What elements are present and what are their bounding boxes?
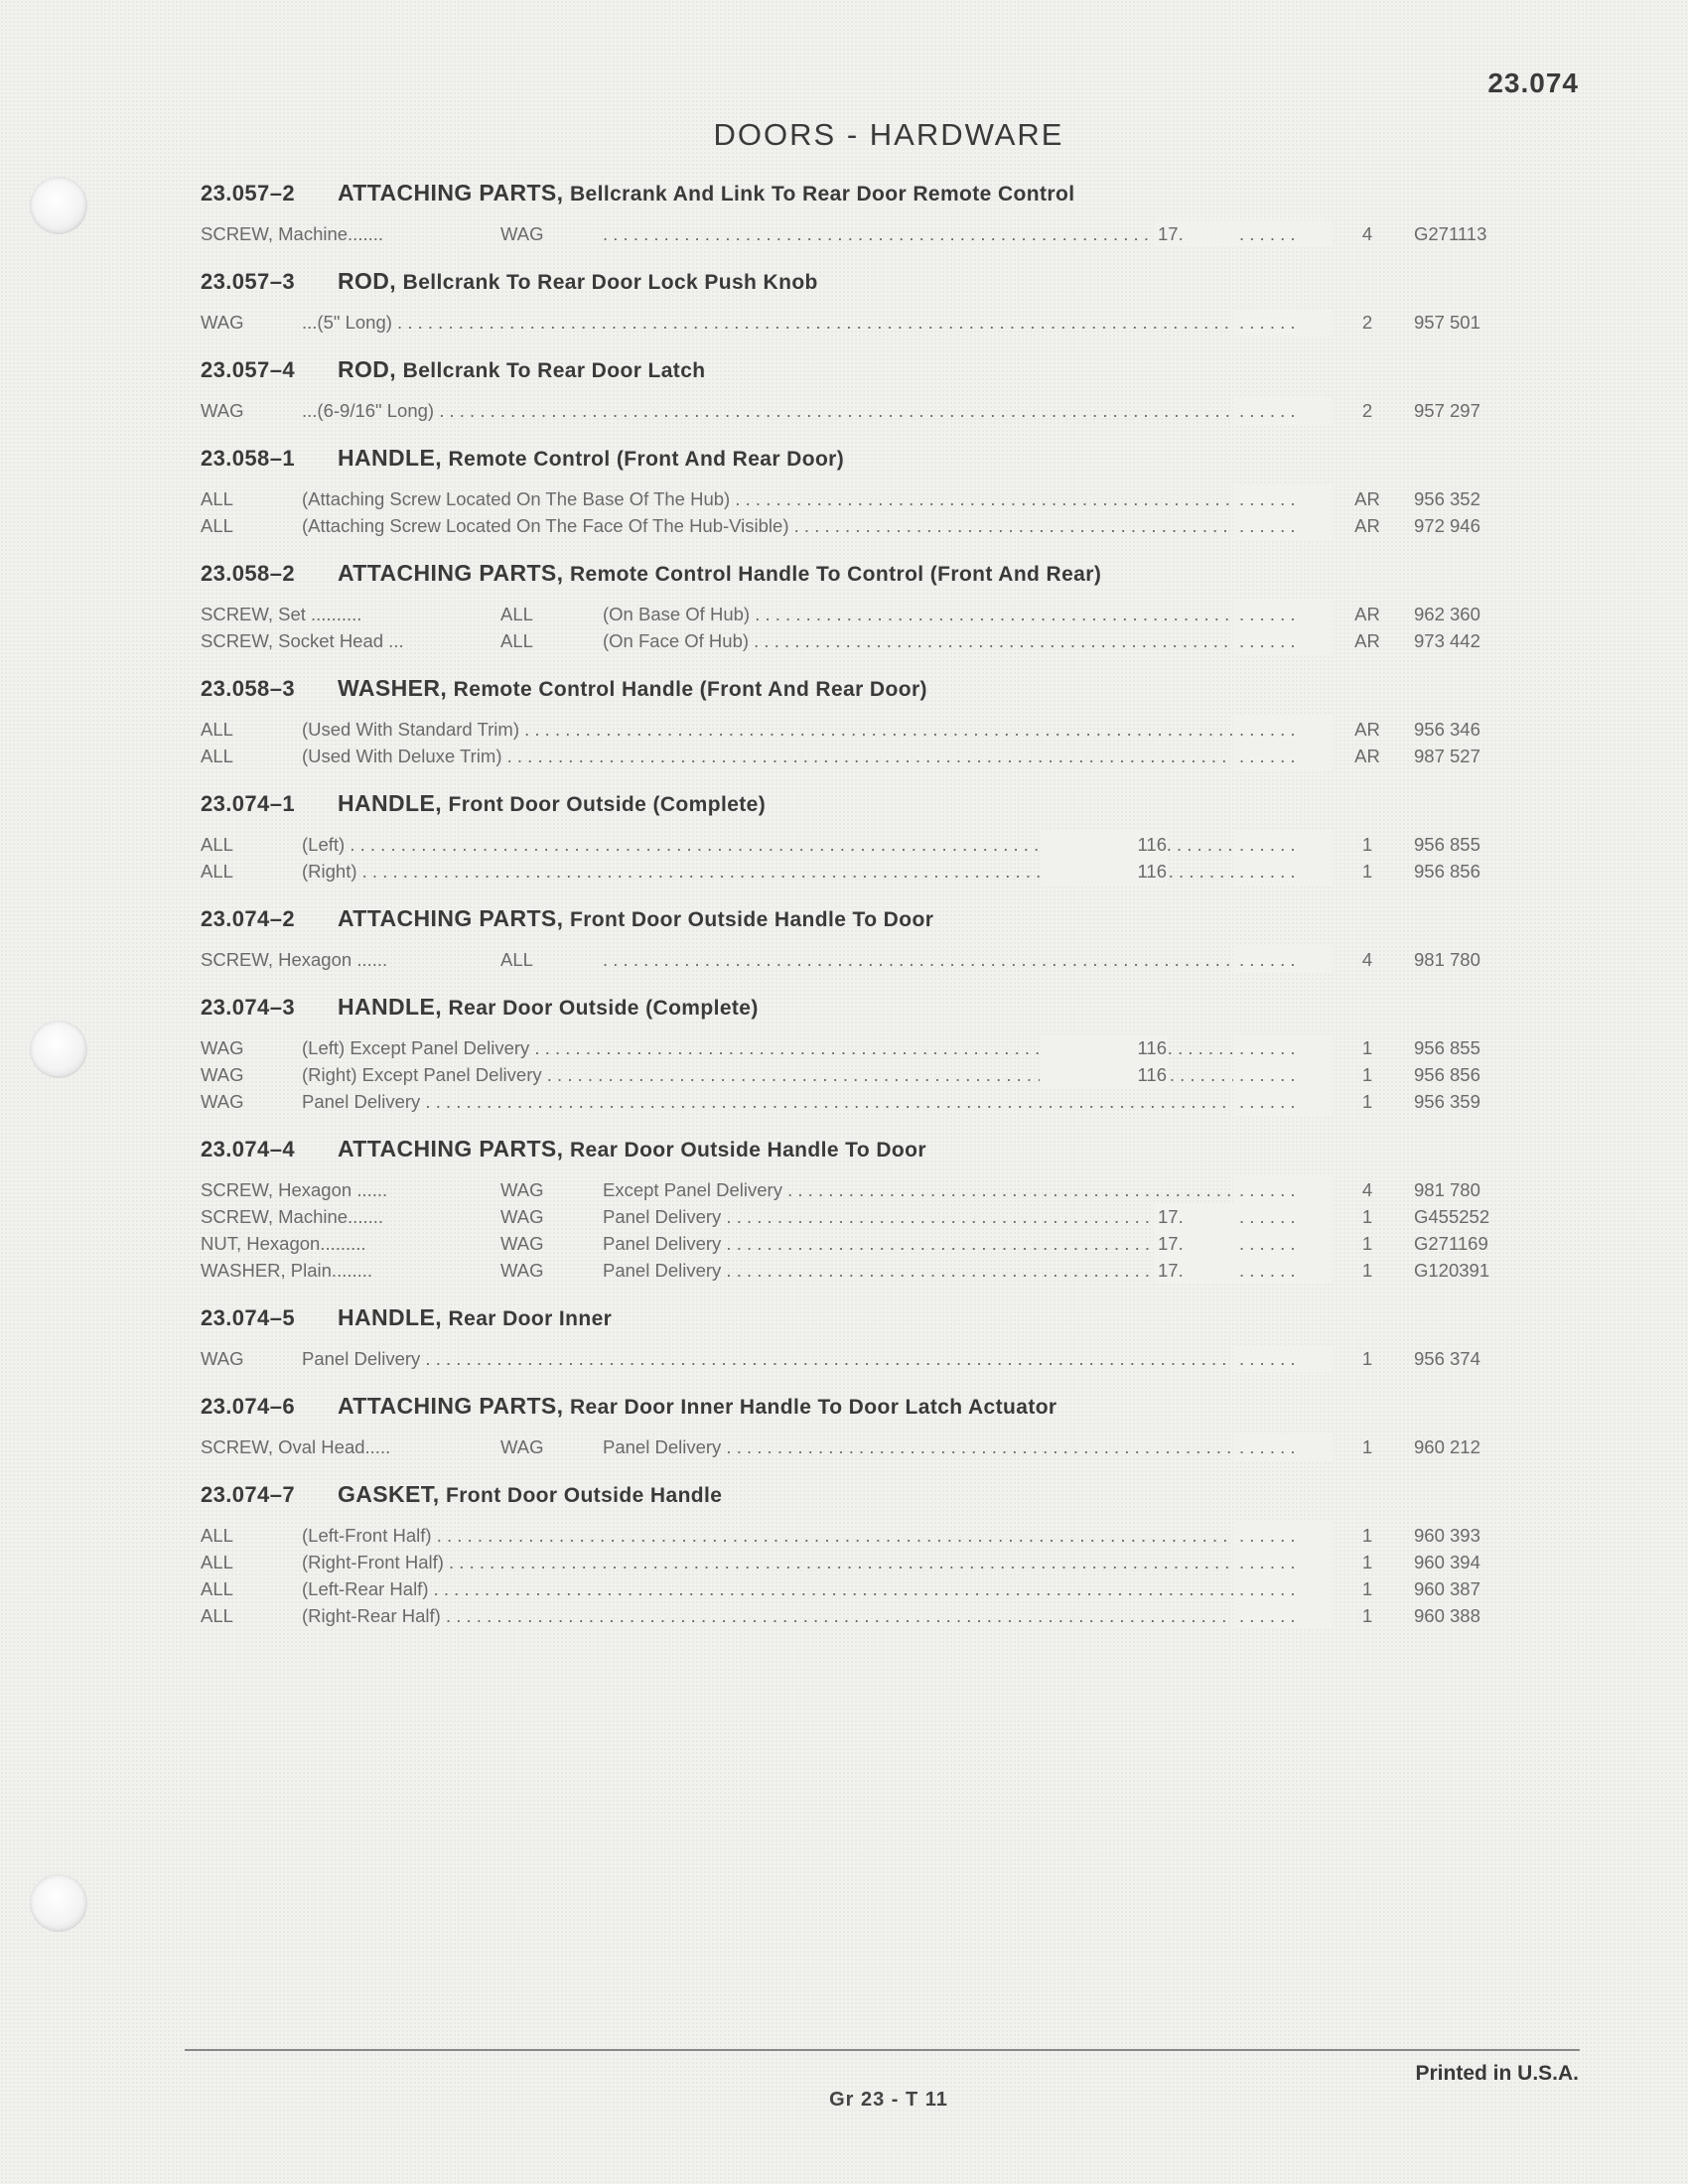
part-model: ALL bbox=[500, 630, 533, 651]
section-part-name: GASKET, bbox=[338, 1481, 440, 1507]
parts-section bbox=[201, 1390, 1541, 1460]
leader-dots bbox=[1233, 1088, 1333, 1115]
part-note: (Right-Rear Half) . . . bbox=[302, 1602, 1295, 1629]
page-title: DOORS - HARDWARE bbox=[713, 117, 1064, 152]
part-quantity: 1 bbox=[1361, 1605, 1373, 1626]
part-model: WAG bbox=[500, 223, 544, 244]
part-note: (Left) . . . bbox=[302, 831, 1295, 858]
part-note: (On Face Of Hub) . . . bbox=[603, 627, 1295, 654]
part-model: WAG bbox=[500, 1206, 544, 1227]
part-note: Panel Delivery . . . bbox=[603, 1203, 1295, 1230]
parts-list bbox=[201, 177, 1541, 1647]
parts-section bbox=[201, 265, 1541, 336]
part-row bbox=[201, 1522, 1541, 1549]
part-quantity: 1 bbox=[1361, 1578, 1373, 1599]
section-heading bbox=[201, 902, 1541, 934]
part-row bbox=[201, 309, 1541, 336]
part-row bbox=[201, 512, 1541, 539]
part-row bbox=[201, 743, 1541, 769]
section-description: Front Door Outside Handle To Door bbox=[569, 908, 934, 931]
part-number: 957 501 bbox=[1414, 312, 1480, 333]
part-number: G120391 bbox=[1414, 1260, 1490, 1281]
part-number: 956 374 bbox=[1414, 1348, 1480, 1369]
part-note: Panel Delivery . . . bbox=[603, 1230, 1295, 1257]
section-part-name: HANDLE, bbox=[338, 994, 443, 1020]
leader-dots bbox=[1233, 1549, 1333, 1575]
part-row bbox=[201, 1575, 1541, 1602]
section-description: Front Door Outside (Complete) bbox=[448, 793, 767, 816]
part-item: WAG bbox=[201, 312, 244, 333]
leader-dots bbox=[1233, 1522, 1333, 1549]
part-item: WAG bbox=[201, 400, 244, 421]
part-quantity: AR bbox=[1354, 630, 1380, 651]
part-group: 17. bbox=[1154, 1257, 1237, 1284]
section-description: Rear Door Inner Handle To Door Latch Actuator bbox=[569, 1396, 1057, 1419]
section-part-name: ATTACHING PARTS, bbox=[338, 560, 564, 586]
part-model: ALL bbox=[500, 604, 533, 624]
part-note: (Left) Except Panel Delivery . . . bbox=[302, 1034, 1295, 1061]
leader-dots bbox=[1233, 1176, 1333, 1203]
part-item: ALL bbox=[201, 1552, 233, 1572]
section-description: Remote Control Handle To Control (Front And Rear) bbox=[569, 563, 1102, 586]
part-reference: 116 bbox=[1040, 1034, 1167, 1061]
part-row bbox=[201, 858, 1541, 885]
part-group: 17. bbox=[1154, 220, 1237, 247]
part-row bbox=[201, 397, 1541, 424]
part-item: NUT, Hexagon......... bbox=[201, 1233, 366, 1254]
part-quantity: 4 bbox=[1361, 1179, 1373, 1200]
section-part-name: ROD, bbox=[338, 356, 397, 382]
part-note: (Used With Standard Trim) . . . bbox=[302, 716, 1295, 743]
part-row bbox=[201, 1257, 1541, 1284]
part-quantity: AR bbox=[1354, 515, 1380, 536]
leader-dots bbox=[1233, 220, 1333, 247]
part-quantity: 4 bbox=[1361, 949, 1373, 970]
printed-in-usa: Printed in U.S.A. bbox=[1415, 2062, 1579, 2085]
leader-dots bbox=[1233, 946, 1333, 973]
leader-dots bbox=[1233, 858, 1333, 885]
section-description: Remote Control Handle (Front And Rear Door) bbox=[453, 678, 927, 701]
part-note: Except Panel Delivery . . . bbox=[603, 1176, 1295, 1203]
part-item: WAG bbox=[201, 1064, 244, 1085]
page-number: 23.074 bbox=[1487, 68, 1579, 98]
part-number: G455252 bbox=[1414, 1206, 1490, 1227]
part-item: SCREW, Machine....... bbox=[201, 1206, 384, 1227]
section-heading bbox=[201, 557, 1541, 589]
section-description: Bellcrank And Link To Rear Door Remote Control bbox=[569, 183, 1075, 205]
part-quantity: 2 bbox=[1361, 400, 1373, 421]
part-number: 956 856 bbox=[1414, 1064, 1480, 1085]
part-note: (Right-Front Half) . . . bbox=[302, 1549, 1295, 1575]
leader-dots bbox=[1233, 1034, 1333, 1061]
parts-section bbox=[201, 1478, 1541, 1629]
part-item: ALL bbox=[201, 1525, 233, 1546]
section-heading bbox=[201, 1478, 1541, 1510]
leader-dots bbox=[1233, 743, 1333, 769]
part-quantity: 1 bbox=[1361, 834, 1373, 855]
part-row bbox=[201, 1345, 1541, 1372]
part-row bbox=[201, 946, 1541, 973]
part-row bbox=[201, 1088, 1541, 1115]
part-group: 17. bbox=[1154, 1203, 1237, 1230]
part-number: 956 855 bbox=[1414, 1037, 1480, 1058]
section-number: 23.074–5 bbox=[201, 1305, 295, 1330]
part-note: Panel Delivery . . . bbox=[603, 1433, 1295, 1460]
part-quantity: 4 bbox=[1361, 223, 1373, 244]
part-note: (Used With Deluxe Trim) . . . bbox=[302, 743, 1295, 769]
part-number: G271169 bbox=[1414, 1233, 1488, 1254]
leader-dots bbox=[1233, 716, 1333, 743]
part-note: Panel Delivery . . . bbox=[603, 1257, 1295, 1284]
part-note: (Left-Rear Half) . . . bbox=[302, 1575, 1295, 1602]
part-note: Panel Delivery . . . bbox=[302, 1088, 1295, 1115]
part-row bbox=[201, 1034, 1541, 1061]
section-heading bbox=[201, 1301, 1541, 1333]
part-quantity: 1 bbox=[1361, 1064, 1373, 1085]
part-item: SCREW, Socket Head ... bbox=[201, 630, 404, 651]
part-quantity: 1 bbox=[1361, 1348, 1373, 1369]
parts-section bbox=[201, 991, 1541, 1115]
part-quantity: 1 bbox=[1361, 1233, 1373, 1254]
part-note: (Attaching Screw Located On The Base Of The Hub) . . . bbox=[302, 485, 1295, 512]
part-quantity: 1 bbox=[1361, 1436, 1373, 1457]
part-number: 981 780 bbox=[1414, 949, 1480, 970]
part-number: 960 393 bbox=[1414, 1525, 1480, 1546]
part-row bbox=[201, 1061, 1541, 1088]
part-item: WAG bbox=[201, 1348, 244, 1369]
parts-section bbox=[201, 442, 1541, 539]
parts-section bbox=[201, 787, 1541, 885]
part-note: ...(6-9/16" Long) . . . bbox=[302, 397, 1295, 424]
leader-dots bbox=[1233, 309, 1333, 336]
part-item: ALL bbox=[201, 746, 233, 766]
part-row bbox=[201, 716, 1541, 743]
section-number: 23.057–2 bbox=[201, 181, 295, 205]
section-part-name: HANDLE, bbox=[338, 790, 443, 816]
part-quantity: 1 bbox=[1361, 1037, 1373, 1058]
part-row bbox=[201, 1433, 1541, 1460]
part-item: SCREW, Set .......... bbox=[201, 604, 362, 624]
part-number: 981 780 bbox=[1414, 1179, 1480, 1200]
section-heading bbox=[201, 672, 1541, 704]
part-note: (Right) Except Panel Delivery . . . bbox=[302, 1061, 1295, 1088]
section-part-name: ATTACHING PARTS, bbox=[338, 180, 564, 205]
part-reference: 116 bbox=[1040, 858, 1167, 885]
part-number: 972 946 bbox=[1414, 515, 1480, 536]
part-reference: 116 bbox=[1040, 1061, 1167, 1088]
part-number: 960 387 bbox=[1414, 1578, 1480, 1599]
parts-section bbox=[201, 177, 1541, 247]
part-item: ALL bbox=[201, 1578, 233, 1599]
section-part-name: WASHER, bbox=[338, 675, 448, 701]
part-quantity: AR bbox=[1354, 488, 1380, 509]
part-note: Panel Delivery . . . bbox=[302, 1345, 1295, 1372]
leader-dots bbox=[1233, 1575, 1333, 1602]
part-reference: 116 bbox=[1040, 831, 1167, 858]
part-note: (On Base Of Hub) . . . bbox=[603, 601, 1295, 627]
part-item: ALL bbox=[201, 861, 233, 882]
section-heading bbox=[201, 353, 1541, 385]
parts-section bbox=[201, 902, 1541, 973]
section-part-name: HANDLE, bbox=[338, 1304, 443, 1330]
part-model: WAG bbox=[500, 1233, 544, 1254]
part-row bbox=[201, 831, 1541, 858]
leader-dots bbox=[1233, 831, 1333, 858]
section-number: 23.074–6 bbox=[201, 1394, 295, 1419]
part-item: ALL bbox=[201, 488, 233, 509]
section-heading bbox=[201, 442, 1541, 474]
punch-hole-bottom bbox=[30, 1874, 87, 1932]
section-part-name: ROD, bbox=[338, 268, 397, 294]
section-description: Remote Control (Front And Rear Door) bbox=[448, 448, 845, 471]
part-note: ...(5" Long) . . . bbox=[302, 309, 1295, 336]
part-quantity: 2 bbox=[1361, 312, 1373, 333]
parts-section bbox=[201, 672, 1541, 769]
part-item: ALL bbox=[201, 719, 233, 740]
part-quantity: 1 bbox=[1361, 1206, 1373, 1227]
parts-section bbox=[201, 353, 1541, 424]
punch-hole-middle bbox=[30, 1021, 87, 1078]
part-item: ALL bbox=[201, 834, 233, 855]
part-note bbox=[603, 946, 1295, 973]
part-model: WAG bbox=[500, 1260, 544, 1281]
section-heading bbox=[201, 265, 1541, 297]
part-number: 960 394 bbox=[1414, 1552, 1480, 1572]
part-item: SCREW, Machine....... bbox=[201, 223, 384, 244]
leader-dots bbox=[1233, 601, 1333, 627]
part-quantity: AR bbox=[1354, 719, 1380, 740]
part-model: WAG bbox=[500, 1436, 544, 1457]
part-item: SCREW, Hexagon ...... bbox=[201, 949, 388, 970]
part-number: 956 352 bbox=[1414, 488, 1480, 509]
section-part-name: ATTACHING PARTS, bbox=[338, 1136, 564, 1161]
section-description: Rear Door Outside Handle To Door bbox=[569, 1139, 926, 1161]
footer-reference: Gr 23 - T 11 bbox=[829, 2089, 948, 2111]
part-group: 17. bbox=[1154, 1230, 1237, 1257]
part-item: WAG bbox=[201, 1091, 244, 1112]
part-number: 956 856 bbox=[1414, 861, 1480, 882]
section-part-name: ATTACHING PARTS, bbox=[338, 1393, 564, 1419]
part-row bbox=[201, 1176, 1541, 1203]
part-row bbox=[201, 1549, 1541, 1575]
parts-section bbox=[201, 557, 1541, 654]
section-number: 23.074–7 bbox=[201, 1482, 295, 1507]
part-row bbox=[201, 627, 1541, 654]
section-number: 23.058–1 bbox=[201, 446, 295, 471]
section-number: 23.057–3 bbox=[201, 269, 295, 294]
section-description: Bellcrank To Rear Door Latch bbox=[402, 359, 706, 382]
section-description: Front Door Outside Handle bbox=[446, 1484, 723, 1507]
part-row bbox=[201, 1203, 1541, 1230]
part-number: 956 346 bbox=[1414, 719, 1480, 740]
part-number: 960 212 bbox=[1414, 1436, 1480, 1457]
section-part-name: ATTACHING PARTS, bbox=[338, 905, 564, 931]
section-heading bbox=[201, 991, 1541, 1023]
leader-dots bbox=[1233, 1061, 1333, 1088]
section-part-name: HANDLE, bbox=[338, 445, 443, 471]
section-description: Rear Door Inner bbox=[448, 1307, 613, 1330]
section-description: Rear Door Outside (Complete) bbox=[448, 997, 759, 1020]
section-number: 23.058–3 bbox=[201, 676, 295, 701]
part-item: ALL bbox=[201, 1605, 233, 1626]
leader-dots bbox=[1233, 1345, 1333, 1372]
part-note: (Attaching Screw Located On The Face Of The Hub-Visible) . . . bbox=[302, 512, 1295, 539]
part-row bbox=[201, 485, 1541, 512]
part-quantity: 1 bbox=[1361, 1525, 1373, 1546]
leader-dots bbox=[1233, 1257, 1333, 1284]
section-number: 23.058–2 bbox=[201, 561, 295, 586]
punch-hole-top bbox=[30, 177, 87, 234]
part-item: WASHER, Plain........ bbox=[201, 1260, 373, 1281]
part-quantity: 1 bbox=[1361, 1260, 1373, 1281]
part-row bbox=[201, 220, 1541, 247]
section-number: 23.074–2 bbox=[201, 906, 295, 931]
parts-section bbox=[201, 1133, 1541, 1284]
parts-section bbox=[201, 1301, 1541, 1372]
part-quantity: 1 bbox=[1361, 1552, 1373, 1572]
part-note: (Right) . . . bbox=[302, 858, 1295, 885]
footer-rule bbox=[185, 2049, 1580, 2051]
part-item: ALL bbox=[201, 515, 233, 536]
part-number: 956 855 bbox=[1414, 834, 1480, 855]
leader-dots bbox=[1233, 1602, 1333, 1629]
part-number: G271113 bbox=[1414, 223, 1487, 244]
part-item: SCREW, Hexagon ...... bbox=[201, 1179, 388, 1200]
section-heading bbox=[201, 1133, 1541, 1164]
leader-dots bbox=[1233, 485, 1333, 512]
part-row bbox=[201, 601, 1541, 627]
leader-dots bbox=[1233, 627, 1333, 654]
part-number: 973 442 bbox=[1414, 630, 1480, 651]
part-number: 960 388 bbox=[1414, 1605, 1480, 1626]
part-item: WAG bbox=[201, 1037, 244, 1058]
part-model: ALL bbox=[500, 949, 533, 970]
part-quantity: AR bbox=[1354, 604, 1380, 624]
leader-dots bbox=[1233, 512, 1333, 539]
part-number: 956 359 bbox=[1414, 1091, 1480, 1112]
section-heading bbox=[201, 1390, 1541, 1422]
part-model: WAG bbox=[500, 1179, 544, 1200]
part-note: (Left-Front Half) . . . bbox=[302, 1522, 1295, 1549]
part-quantity: AR bbox=[1354, 746, 1380, 766]
leader-dots bbox=[1233, 397, 1333, 424]
part-quantity: 1 bbox=[1361, 1091, 1373, 1112]
part-number: 962 360 bbox=[1414, 604, 1480, 624]
section-description: Bellcrank To Rear Door Lock Push Knob bbox=[402, 271, 818, 294]
section-number: 23.074–3 bbox=[201, 995, 295, 1020]
section-number: 23.057–4 bbox=[201, 357, 295, 382]
part-row bbox=[201, 1230, 1541, 1257]
leader-dots bbox=[1233, 1203, 1333, 1230]
section-heading bbox=[201, 177, 1541, 208]
part-item: SCREW, Oval Head..... bbox=[201, 1436, 391, 1457]
section-heading bbox=[201, 787, 1541, 819]
part-quantity: 1 bbox=[1361, 861, 1373, 882]
part-row bbox=[201, 1602, 1541, 1629]
section-number: 23.074–1 bbox=[201, 791, 295, 816]
leader-dots bbox=[1233, 1230, 1333, 1257]
leader-dots bbox=[1233, 1433, 1333, 1460]
part-number: 987 527 bbox=[1414, 746, 1480, 766]
part-number: 957 297 bbox=[1414, 400, 1480, 421]
section-number: 23.074–4 bbox=[201, 1137, 295, 1161]
